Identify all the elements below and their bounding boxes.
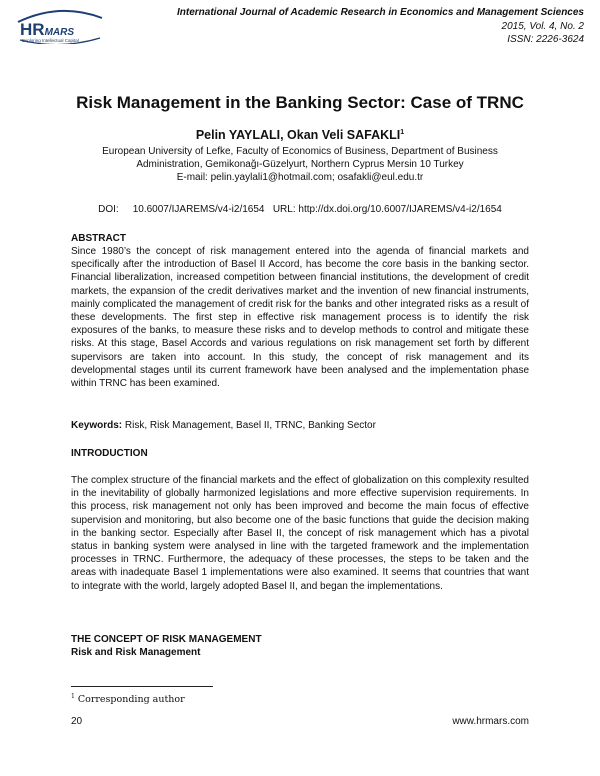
journal-issue: 2015, Vol. 4, No. 2 (501, 20, 584, 32)
email-line: E-mail: pelin.yaylali1@hotmail.com; osafakli@eul.edu.tr (176, 172, 424, 183)
doi-line: DOI: 10.6007/IJAREMS/v4-i2/1654 URL: http://dx.doi.org/10.6007/IJAREMS/v4-i2/1654 (98, 204, 502, 215)
introduction-heading: INTRODUCTION (71, 448, 148, 459)
email-link-2[interactable]: osafakli@eul.edu.tr (337, 172, 424, 183)
doi-value: 10.6007/IJAREMS/v4-i2/1654 (132, 204, 265, 215)
section-heading: THE CONCEPT OF RISK MANAGEMENT (71, 634, 262, 645)
abstract-heading: ABSTRACT (71, 233, 126, 244)
journal-title: International Journal of Academic Research in Economics and Management Sciences (177, 7, 584, 18)
journal-header (177, 6, 584, 47)
introduction-text: The complex structure of the financial markets and the effect of globalization on this complexity resulted in the inevitability of globally harmonized legislations and more effective supervision requirements. In this process, risk management not only has been improved and become the main focus of effective supervision and monitoring, but also become one of the basic functions that guide the decision making in the banking sector. Especially after Basel II, the concept of risk management which has a pivotal status in banking system were analysed in line with the targeted framework and the implementation processes in TRNC. Furthermore, the adequacy of these processes, the steps to be taken and the areas with inadequate Basel 1 implementations were also examined. It seems that countries that want to integrate with the world, largely adopted Basel II, and began the implementations. (71, 475, 529, 592)
keywords: Keywords: Risk, Risk Management, Basel II, TRNC, Banking Sector (71, 420, 376, 431)
logo-tagline: Exploring Intellectual Capital (22, 38, 79, 43)
email-link-1[interactable]: pelin.yaylali1@hotmail.com; (210, 172, 335, 183)
logo-wordmark: HRMARS (20, 20, 75, 39)
subsection-heading: Risk and Risk Management (71, 647, 201, 658)
paper-title: Risk Management in the Banking Sector: Case of TRNC (76, 93, 524, 112)
affiliation: European University of Lefke, Faculty of Economics of Business, Department of Business Administration, Gemikonağı-Güzelyurt, Northern Cyprus Mersin 10 Turkey E-mail: pelin.yaylali1@hotmail.com; osafakli@eul.edu.tr (60, 145, 540, 184)
abstract-text: Since 1980’s the concept of risk management entered into the agenda of financial markets and specifically after the introduction of Basel II Accord, has become the core basis in the banking sector. Financial liberalization, increased competition between financial institutions, the development of credit markets, the expansion of the credit derivatives market and the invention of new financial instruments, mainly complicated the management of credit risk for the banks and other integrated risks as a result of these developments. The first step in effective risk management process is to identify the risk exposures of the banks, to measure these risks and to develop methods to control and mitigate these risks. At this stage, Basel Accords and various regulations on risk management set forth by different supervisors are taken into account. In this study, the concept of risk management and its developmental stages until its current framework have been analysed and the implementation phase within TRNC has been examined. (71, 246, 529, 390)
paper-authors: Pelin YAYLALI, Okan Veli SAFAKLI$^1$ (195, 128, 405, 142)
footnote: $^1$ Corresponding author (71, 693, 185, 706)
footnote-divider (71, 686, 213, 687)
website-link[interactable]: www.hrmars.com (452, 716, 529, 727)
journal-issn: ISSN: 2226-3624 (507, 34, 584, 45)
page-number: 20 (71, 716, 83, 727)
url-link[interactable]: http://dx.doi.org/10.6007/IJAREMS/v4-i2/1654 (298, 204, 502, 215)
